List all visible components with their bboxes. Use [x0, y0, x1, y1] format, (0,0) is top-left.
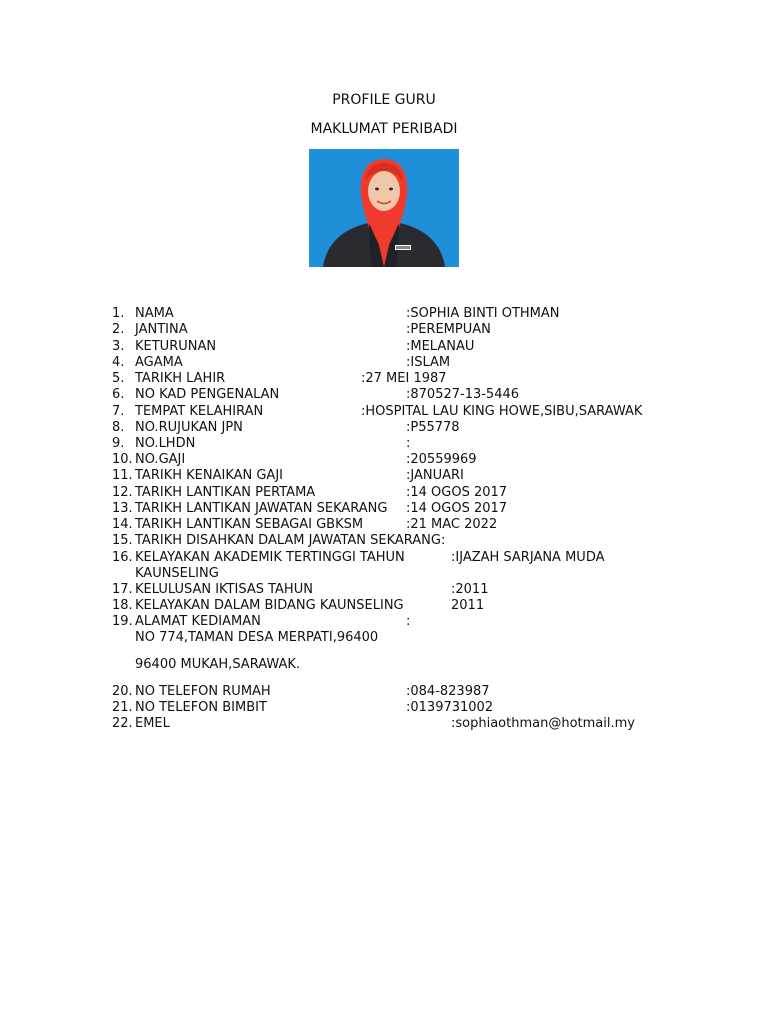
item-number: 8. [112, 420, 125, 435]
item-number: 2. [112, 322, 125, 337]
item-value: :14 OGOS 2017 [406, 501, 508, 516]
item-value: :21 MAC 2022 [406, 517, 498, 532]
item-number: 17. [112, 582, 133, 597]
item-number: 4. [112, 355, 125, 370]
item-value: :14 OGOS 2017 [406, 485, 508, 500]
item-value: :MELANAU [406, 339, 475, 354]
item-number: 7. [112, 404, 125, 419]
item-number: 14. [112, 517, 133, 532]
item-label: KETURUNAN [135, 339, 217, 354]
item-value: :SOPHIA BINTI OTHMAN [406, 306, 560, 321]
item-value: : [406, 436, 411, 451]
item-value: :2011 [451, 582, 489, 597]
item-label: TARIKH DISAHKAN DALAM JAWATAN SEKARANG: [135, 533, 446, 548]
item-label: TARIKH LANTIKAN PERTAMA [135, 485, 316, 500]
item-label: TEMPAT KELAHIRAN [135, 404, 264, 419]
address-line-2: 96400 MUKAH,SARAWAK. [135, 657, 301, 672]
item-number: 22. [112, 716, 133, 731]
item-value: :20559969 [406, 452, 477, 467]
item-label: EMEL [135, 716, 170, 731]
item-value: :P55778 [406, 420, 460, 435]
item-number: 9. [112, 436, 125, 451]
item-label: NO TELEFON RUMAH [135, 684, 271, 699]
item-number: 6. [112, 387, 125, 402]
profile-photo [309, 149, 459, 267]
item-value: :084-823987 [406, 684, 490, 699]
item-number: 21. [112, 700, 133, 715]
item-label: NO.GAJI [135, 452, 186, 467]
item-number: 1. [112, 306, 125, 321]
email-value: :sophiaothman@hotmail.my [451, 716, 635, 731]
item-label: NO KAD PENGENALAN [135, 387, 280, 402]
item-number: 12. [112, 485, 133, 500]
item-value: : [406, 614, 411, 629]
item-number: 19. [112, 614, 133, 629]
item-label: TARIKH KENAIKAN GAJI [135, 468, 283, 483]
item-label: ALAMAT KEDIAMAN [135, 614, 261, 629]
item-label-continuation: KAUNSELING [135, 566, 219, 581]
item-value: :IJAZAH SARJANA MUDA [451, 550, 605, 565]
item-label: KELULUSAN IKTISAS TAHUN [135, 582, 313, 597]
item-label: NO.RUJUKAN JPN [135, 420, 243, 435]
item-label: TARIKH LAHIR [135, 371, 226, 386]
section-title: MAKLUMAT PERIBADI [310, 121, 458, 137]
item-number: 3. [112, 339, 125, 354]
item-number: 20. [112, 684, 133, 699]
item-label: NO TELEFON BIMBIT [135, 700, 267, 715]
item-number: 5. [112, 371, 125, 386]
item-number: 18. [112, 598, 133, 613]
item-label: TARIKH LANTIKAN SEBAGAI GBKSM [135, 517, 364, 532]
item-label: AGAMA [135, 355, 183, 370]
item-value: :870527-13-5446 [406, 387, 520, 402]
item-value: :HOSPITAL LAU KING HOWE,SIBU,SARAWAK [361, 404, 643, 419]
item-value: :0139731002 [406, 700, 494, 715]
item-label: JANTINA [135, 322, 188, 337]
item-label: KELAYAKAN DALAM BIDANG KAUNSELING [135, 598, 404, 613]
address-line-1: NO 774,TAMAN DESA MERPATI,96400 [135, 630, 379, 645]
item-value: :JANUARI [406, 468, 464, 483]
item-value: :ISLAM [406, 355, 451, 370]
item-number: 10. [112, 452, 133, 467]
page-title: PROFILE GURU [332, 92, 436, 108]
item-number: 13. [112, 501, 133, 516]
item-label: TARIKH LANTIKAN JAWATAN SEKARANG [135, 501, 388, 516]
item-number: 11. [112, 468, 133, 483]
item-value: :PEREMPUAN [406, 322, 491, 337]
item-number: 16. [112, 550, 133, 565]
item-label: NAMA [135, 306, 174, 321]
item-label: KELAYAKAN AKADEMIK TERTINGGI TAHUN [135, 550, 405, 565]
item-number: 15. [112, 533, 133, 548]
item-value: :27 MEI 1987 [361, 371, 447, 386]
item-label: NO.LHDN [135, 436, 196, 451]
item-value: 2011 [451, 598, 485, 613]
